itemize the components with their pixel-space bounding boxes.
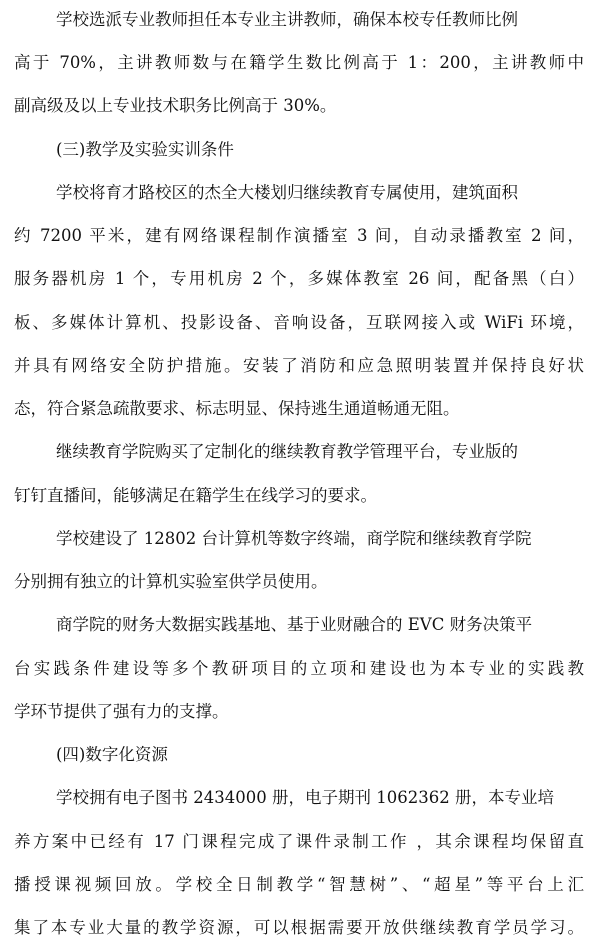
paragraph-line: 学环节提供了强有力的支撑。 [14,701,229,721]
paragraph-line: 台实践条件建设等多个教研项目的立项和建设也为本专业的实践教 [14,658,584,678]
paragraph-line: 态，符合紧急疏散要求、标志明显、保持逃生通道畅通无阻。 [14,399,460,419]
paragraph-line: 分别拥有独立的计算机实验室供学员使用。 [14,572,328,592]
paragraph-line: 并具有网络安全防护措施。安装了消防和应急照明装置并保持良好状 [14,355,584,375]
paragraph-line: 播授课视频回放。学校全日制教学“智慧树”、“超星”等平台上汇 [14,874,584,894]
paragraph-line: 学校将育才路校区的杰全大楼划归继续教育专属使用，建筑面积 [56,182,518,202]
paragraph-line: 副高级及以上专业技术职务比例高于 30%。 [14,96,337,116]
paragraph-line: 学校选派专业教师担任本专业主讲教师，确保本校专任教师比例 [56,10,518,29]
paragraph-line: 养方案中已经有 17 门课程完成了课件录制工作 ，其余课程均保留直 [14,831,584,851]
paragraph-line: 学校拥有电子图书 2434000 册，电子期刊 1062362 册，本专业培 [56,788,554,808]
paragraph-line: 约 7200 平米，建有网络课程制作演播室 3 间，自动录播教室 2 间， [14,226,584,246]
paragraph-line: 继续教育学院购买了定制化的继续教育教学管理平台，专业版的 [56,442,518,462]
paragraph-line: 钉钉直播间，能够满足在籍学生在线学习的要求。 [14,485,377,505]
section-heading: (四)数字化资源 [56,745,168,765]
paragraph-line: 服务器机房 1 个，专用机房 2 个，多媒体教室 26 间，配备黑（白） [14,269,584,289]
section-heading: (三)教学及实验实训条件 [56,139,234,159]
paragraph-line: 商学院的财务大数据实践基地、基于业财融合的 EVC 财务决策平 [56,615,533,635]
paragraph-line: 高于 70%，主讲教师数与在籍学生数比例高于 1：200，主讲教师中 [14,53,584,73]
paragraph-line: 集了本专业大量的教学资源，可以根据需要开放供继续教育学员学习。 [14,918,584,937]
paragraph-line: 学校建设了 12802 台计算机等数字终端，商学院和继续教育学院 [56,528,532,548]
paragraph-line: 板、多媒体计算机、投影设备、音响设备，互联网接入或 WiFi 环境， [14,312,584,332]
